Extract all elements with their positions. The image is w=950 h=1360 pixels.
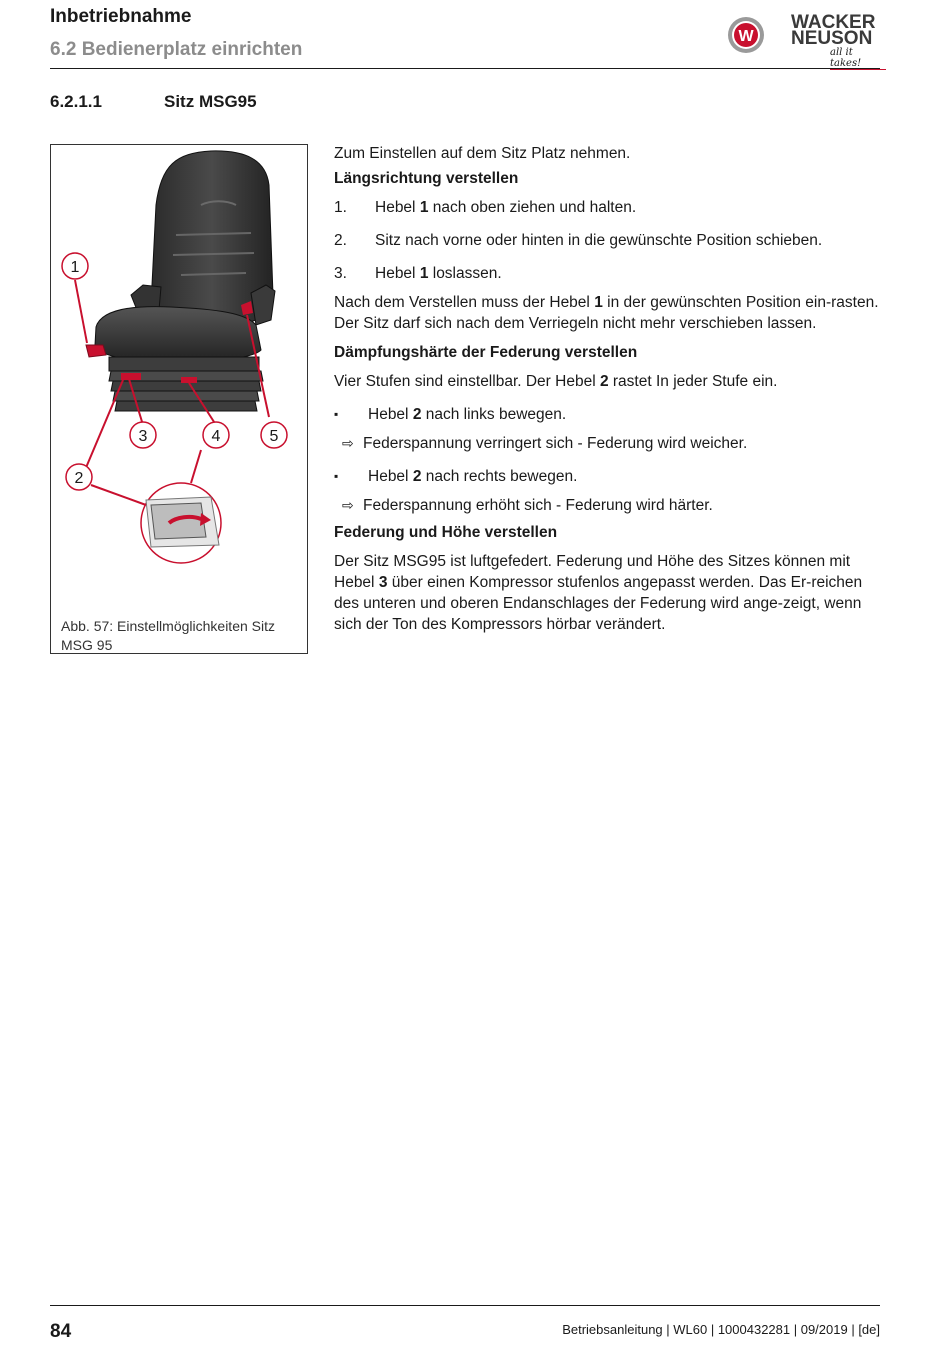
- bullet-2-a: Hebel: [368, 468, 413, 485]
- instructions: [334, 143, 882, 643]
- heading-daempfung: Dämpfungshärte der Federung verstellen: [334, 344, 638, 361]
- callout-4: [203, 422, 229, 448]
- result-1-text: Federspannung verringert sich - Federung wird weicher.: [363, 435, 748, 452]
- result-arrow-icon: ⇨: [342, 435, 354, 451]
- step-3-text-a: Hebel: [375, 265, 420, 282]
- daempfung-text: [334, 371, 882, 392]
- after-adjust-text: [334, 292, 882, 334]
- result-2: [334, 495, 882, 516]
- callout-1: [62, 253, 88, 279]
- step-3: [334, 263, 882, 284]
- bullet-1-a: Hebel: [368, 406, 413, 423]
- bullet-2-ref: 2: [412, 468, 422, 485]
- seat-figure: [50, 144, 308, 654]
- callout-3: [130, 422, 156, 448]
- callout-4-label: 4: [211, 428, 221, 445]
- callout-5: [261, 422, 287, 448]
- heading-federung: Federung und Höhe verstellen: [334, 524, 558, 541]
- bullet-2-marker: ▪: [334, 469, 339, 483]
- brand-tagline: all it takes!: [830, 47, 886, 70]
- step-1-number: 1.: [334, 199, 347, 216]
- step-2-text: Sitz nach vorne oder hinten in die gewünschte Position schieben.: [375, 232, 823, 249]
- brand-wordmark: [791, 12, 876, 49]
- callout-5-label: 5: [269, 428, 279, 445]
- step-1: [334, 197, 882, 218]
- callout-1-label: 1: [70, 259, 80, 276]
- step-2-number: 2.: [334, 232, 347, 249]
- brand-line-2: NEUSON: [791, 28, 873, 49]
- brand-line-1: WACKER: [791, 12, 876, 33]
- daempfung-ref: 2: [599, 373, 609, 390]
- callout-3-label: 3: [138, 428, 148, 445]
- bullet-2: [334, 466, 882, 487]
- page-number: 84: [50, 1321, 72, 1342]
- step-1-text-b: nach oben ziehen und halten.: [428, 199, 637, 216]
- section-title: Sitz MSG95: [164, 92, 257, 111]
- step-3-text-b: loslassen.: [428, 265, 502, 282]
- daempfung-b: rastet In jeder Stufe ein.: [608, 373, 778, 390]
- federung-a: Der Sitz MSG95 ist luftgefedert. Federung und Höhe des Sitzes können mit Hebel: [334, 553, 851, 591]
- header-divider: [50, 68, 880, 69]
- after-adjust-b: in der gewünschten Position ein-rasten. Der Sitz darf sich nach dem Verriegeln nicht mehr verschieben lassen.: [334, 294, 879, 332]
- callout-2-label: 2: [74, 470, 84, 487]
- daempfung-a: Vier Stufen sind einstellbar. Der Hebel: [334, 373, 600, 390]
- after-adjust-a: Nach dem Verstellen muss der Hebel: [334, 294, 595, 311]
- bullet-2-b: nach rechts bewegen.: [421, 468, 578, 485]
- subchapter-title: 6.2 Bedienerplatz einrichten: [50, 39, 303, 60]
- brand-mark-letter: W: [738, 28, 754, 45]
- section-number: 6.2.1.1: [50, 92, 102, 111]
- callout-2: [66, 464, 92, 490]
- step-1-ref: 1: [419, 199, 429, 216]
- figure-caption: Abb. 57: Einstellmöglichkeiten Sitz MSG 95: [61, 618, 275, 653]
- footer-divider: [50, 1305, 880, 1306]
- result-arrow-icon: ⇨: [342, 497, 354, 513]
- federung-b: über einen Kompressor stufenlos angepasst werden. Das Er-reichen des unteren und oberen Endanschlages der Federung wird ange-zeigt, wenn sich der Ton des Kompressors hörbar verändert.: [334, 574, 863, 633]
- result-2-text: Federspannung erhöht sich - Federung wird härter.: [363, 497, 713, 514]
- step-1-text-a: Hebel: [375, 199, 420, 216]
- step-3-ref: 1: [419, 265, 429, 282]
- step-3-number: 3.: [334, 265, 347, 282]
- step-2: [334, 230, 882, 251]
- heading-laengsrichtung: Längsrichtung verstellen: [334, 170, 519, 187]
- intro-text: Zum Einstellen auf dem Sitz Platz nehmen.: [334, 145, 631, 162]
- brand-mark-icon: [726, 15, 766, 55]
- bullet-1: [334, 404, 882, 425]
- document-info: Betriebsanleitung | WL60 | 1000432281 | 09/2019 | [de]: [562, 1322, 880, 1337]
- brand-logo: [726, 12, 886, 69]
- bullet-1-ref: 2: [412, 406, 422, 423]
- result-1: [334, 433, 882, 454]
- bullet-1-marker: ▪: [334, 407, 339, 421]
- chapter-title: Inbetriebnahme: [50, 6, 192, 27]
- federung-text: [334, 551, 882, 635]
- bullet-1-b: nach links bewegen.: [421, 406, 567, 423]
- seat-illustration: [51, 145, 309, 615]
- federung-ref: 3: [378, 574, 388, 591]
- after-adjust-ref: 1: [594, 294, 603, 311]
